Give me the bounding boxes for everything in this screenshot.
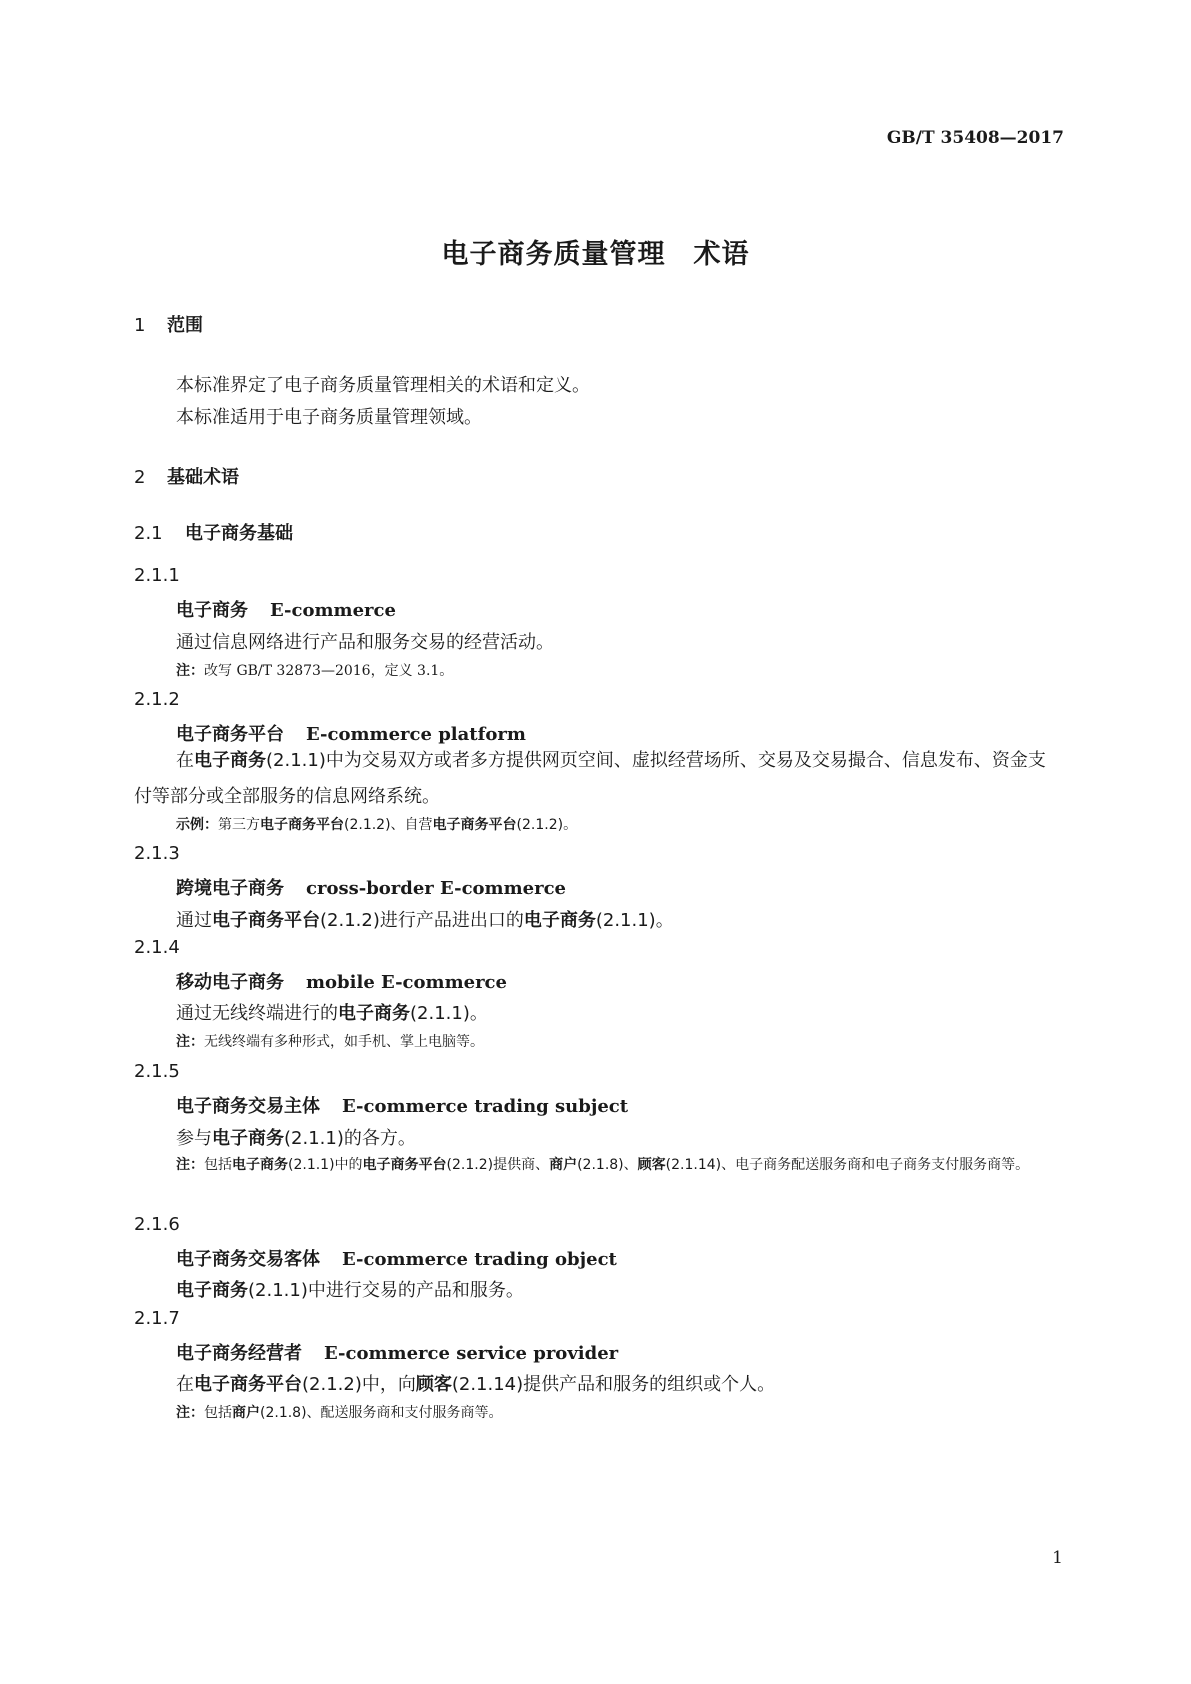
def-ref: 电子商务 bbox=[212, 1128, 284, 1149]
def-text: 参与 bbox=[176, 1128, 212, 1149]
example-label: 示例： bbox=[176, 817, 218, 833]
term-definition bbox=[134, 743, 1060, 815]
note-ref: 电子商务 bbox=[232, 1157, 288, 1173]
term-en: E-commerce service provider bbox=[324, 1343, 619, 1364]
term-en: E-commerce trading subject bbox=[342, 1096, 629, 1117]
term-definition bbox=[176, 999, 488, 1025]
section-number: 2 bbox=[134, 467, 146, 488]
note-ref-num: (2.1.1) bbox=[288, 1157, 335, 1173]
ex-ref: 电子商务平台 bbox=[432, 817, 517, 833]
note-text: 无线终端有多种形式，如手机、掌上电脑等。 bbox=[204, 1034, 484, 1050]
term-note bbox=[176, 1402, 503, 1422]
def-text: 进行产品进出口的 bbox=[379, 910, 524, 931]
term-number: 2.1.7 bbox=[134, 1308, 180, 1329]
term-number: 2.1.2 bbox=[134, 689, 180, 710]
def-ref: 电子商务 bbox=[338, 1003, 410, 1024]
term-example bbox=[176, 814, 577, 834]
def-ref-num: (2.1.14) bbox=[451, 1374, 524, 1395]
scope-paragraph-1: 本标准界定了电子商务质量管理相关的术语和定义。 bbox=[176, 375, 590, 396]
term-note bbox=[176, 660, 453, 680]
term-definition bbox=[176, 906, 674, 932]
term-entry bbox=[176, 1339, 618, 1365]
term-definition: 通过信息网络进行产品和服务交易的经营活动。 bbox=[176, 632, 554, 653]
note-ref: 顾客 bbox=[637, 1157, 666, 1173]
note-text: 包括 bbox=[204, 1157, 232, 1173]
term-entry bbox=[176, 1245, 617, 1271]
note-text: 提供商、 bbox=[493, 1157, 550, 1173]
def-text: 在 bbox=[176, 750, 194, 771]
def-text: 。 bbox=[655, 910, 674, 931]
term-en: cross-border E-commerce bbox=[306, 878, 566, 899]
scope-paragraph-2: 本标准适用于电子商务质量管理领域。 bbox=[176, 407, 482, 428]
note-label: 注： bbox=[176, 1157, 204, 1173]
note-text: 、 bbox=[623, 1157, 638, 1173]
def-text: 。 bbox=[469, 1003, 488, 1024]
term-entry bbox=[176, 1092, 628, 1118]
term-zh: 电子商务平台 bbox=[176, 724, 284, 745]
term-number: 2.1.4 bbox=[134, 937, 180, 958]
def-text: 提供产品和服务的组织或个人。 bbox=[523, 1374, 776, 1395]
note-ref: 商户 bbox=[232, 1405, 260, 1421]
note-label: 注： bbox=[176, 663, 204, 679]
note-ref-num: (2.1.14) bbox=[665, 1157, 722, 1173]
note-ref-num: (2.1.8) bbox=[577, 1157, 624, 1173]
term-en: E-commerce trading object bbox=[342, 1249, 617, 1270]
ex-text: 第三方 bbox=[218, 817, 260, 833]
ex-text: 。 bbox=[563, 817, 578, 833]
section-1-heading bbox=[134, 311, 203, 337]
page-number: 1 bbox=[1052, 1548, 1063, 1568]
term-number: 2.1.1 bbox=[134, 565, 180, 586]
term-definition bbox=[176, 1370, 775, 1396]
term-zh: 电子商务交易客体 bbox=[176, 1249, 320, 1270]
note-ref-num: (2.1.8) bbox=[260, 1405, 307, 1421]
note-text: 改写 GB/T 32873—2016，定义 3.1。 bbox=[204, 663, 454, 679]
def-ref-num: (2.1.1) bbox=[410, 1003, 470, 1024]
note-ref-num: (2.1.2) bbox=[446, 1157, 494, 1173]
term-number: 2.1.3 bbox=[134, 843, 180, 864]
def-ref-num: (2.1.1) bbox=[248, 1280, 308, 1301]
def-ref-num: (2.1.2) bbox=[302, 1374, 362, 1395]
term-en: E-commerce platform bbox=[306, 724, 526, 745]
ex-ref: 电子商务平台 bbox=[260, 817, 344, 833]
note-text: 、配送服务商和支付服务商等。 bbox=[306, 1405, 503, 1421]
def-ref: 电子商务平台 bbox=[194, 1374, 302, 1395]
note-text: 包括 bbox=[204, 1405, 232, 1421]
document-title: 电子商务质量管理 术语 bbox=[441, 239, 750, 270]
term-entry bbox=[176, 968, 507, 994]
def-text: 在 bbox=[176, 1374, 194, 1395]
section-title: 范围 bbox=[167, 315, 203, 336]
ex-text: 、自营 bbox=[390, 817, 433, 833]
term-number: 2.1.6 bbox=[134, 1214, 180, 1235]
ex-ref-num: (2.1.2) bbox=[344, 817, 391, 833]
def-text: 中，向 bbox=[361, 1374, 416, 1395]
section-title: 电子商务基础 bbox=[185, 523, 293, 544]
def-text: 中为交易双方或者多方提供网页空间、虚拟经营场所、交易及交易撮合、信息发布、资金支付等部分或全部服务的信息网络系统。 bbox=[134, 750, 1046, 807]
def-text: 通过无线终端进行的 bbox=[176, 1003, 338, 1024]
section-number: 1 bbox=[134, 315, 146, 336]
standard-code: GB/T 35408—2017 bbox=[886, 128, 1064, 148]
term-entry bbox=[176, 874, 566, 900]
term-entry bbox=[176, 596, 396, 622]
term-zh: 电子商务交易主体 bbox=[176, 1096, 320, 1117]
note-label: 注： bbox=[176, 1405, 204, 1421]
def-ref: 电子商务 bbox=[194, 750, 266, 771]
def-ref-num: (2.1.2) bbox=[320, 910, 380, 931]
def-text: 的各方。 bbox=[343, 1128, 416, 1149]
term-zh: 电子商务 bbox=[176, 600, 248, 621]
term-note bbox=[176, 1031, 484, 1051]
def-ref: 顾客 bbox=[415, 1374, 452, 1395]
term-en: mobile E-commerce bbox=[306, 972, 507, 993]
term-definition bbox=[176, 1124, 416, 1150]
note-ref: 商户 bbox=[549, 1157, 578, 1173]
term-zh: 跨境电子商务 bbox=[176, 878, 284, 899]
section-title: 基础术语 bbox=[167, 467, 239, 488]
def-text: 通过 bbox=[176, 910, 212, 931]
note-label: 注： bbox=[176, 1034, 204, 1050]
term-note bbox=[176, 1150, 1088, 1180]
term-zh: 电子商务经营者 bbox=[176, 1343, 302, 1364]
term-number: 2.1.5 bbox=[134, 1061, 180, 1082]
section-2-1-heading bbox=[134, 519, 293, 545]
note-ref: 电子商务平台 bbox=[362, 1157, 447, 1173]
def-ref: 电子商务 bbox=[523, 910, 596, 931]
def-ref-num: (2.1.1) bbox=[595, 910, 656, 931]
note-text: 中的 bbox=[334, 1157, 363, 1173]
def-ref-num: (2.1.1) bbox=[284, 1128, 344, 1149]
term-zh: 移动电子商务 bbox=[176, 972, 284, 993]
def-ref: 电子商务平台 bbox=[212, 910, 320, 931]
def-ref: 电子商务 bbox=[176, 1280, 248, 1301]
note-text: 、电子商务配送服务商和电子商务支付服务商等。 bbox=[721, 1157, 1030, 1173]
ex-ref-num: (2.1.2) bbox=[516, 817, 564, 833]
def-ref-num: (2.1.1) bbox=[266, 750, 326, 771]
term-en: E-commerce bbox=[270, 600, 396, 621]
section-number: 2.1 bbox=[134, 523, 163, 544]
def-text: 中进行交易的产品和服务。 bbox=[307, 1280, 524, 1301]
section-2-heading bbox=[134, 463, 239, 489]
term-definition bbox=[176, 1276, 524, 1302]
